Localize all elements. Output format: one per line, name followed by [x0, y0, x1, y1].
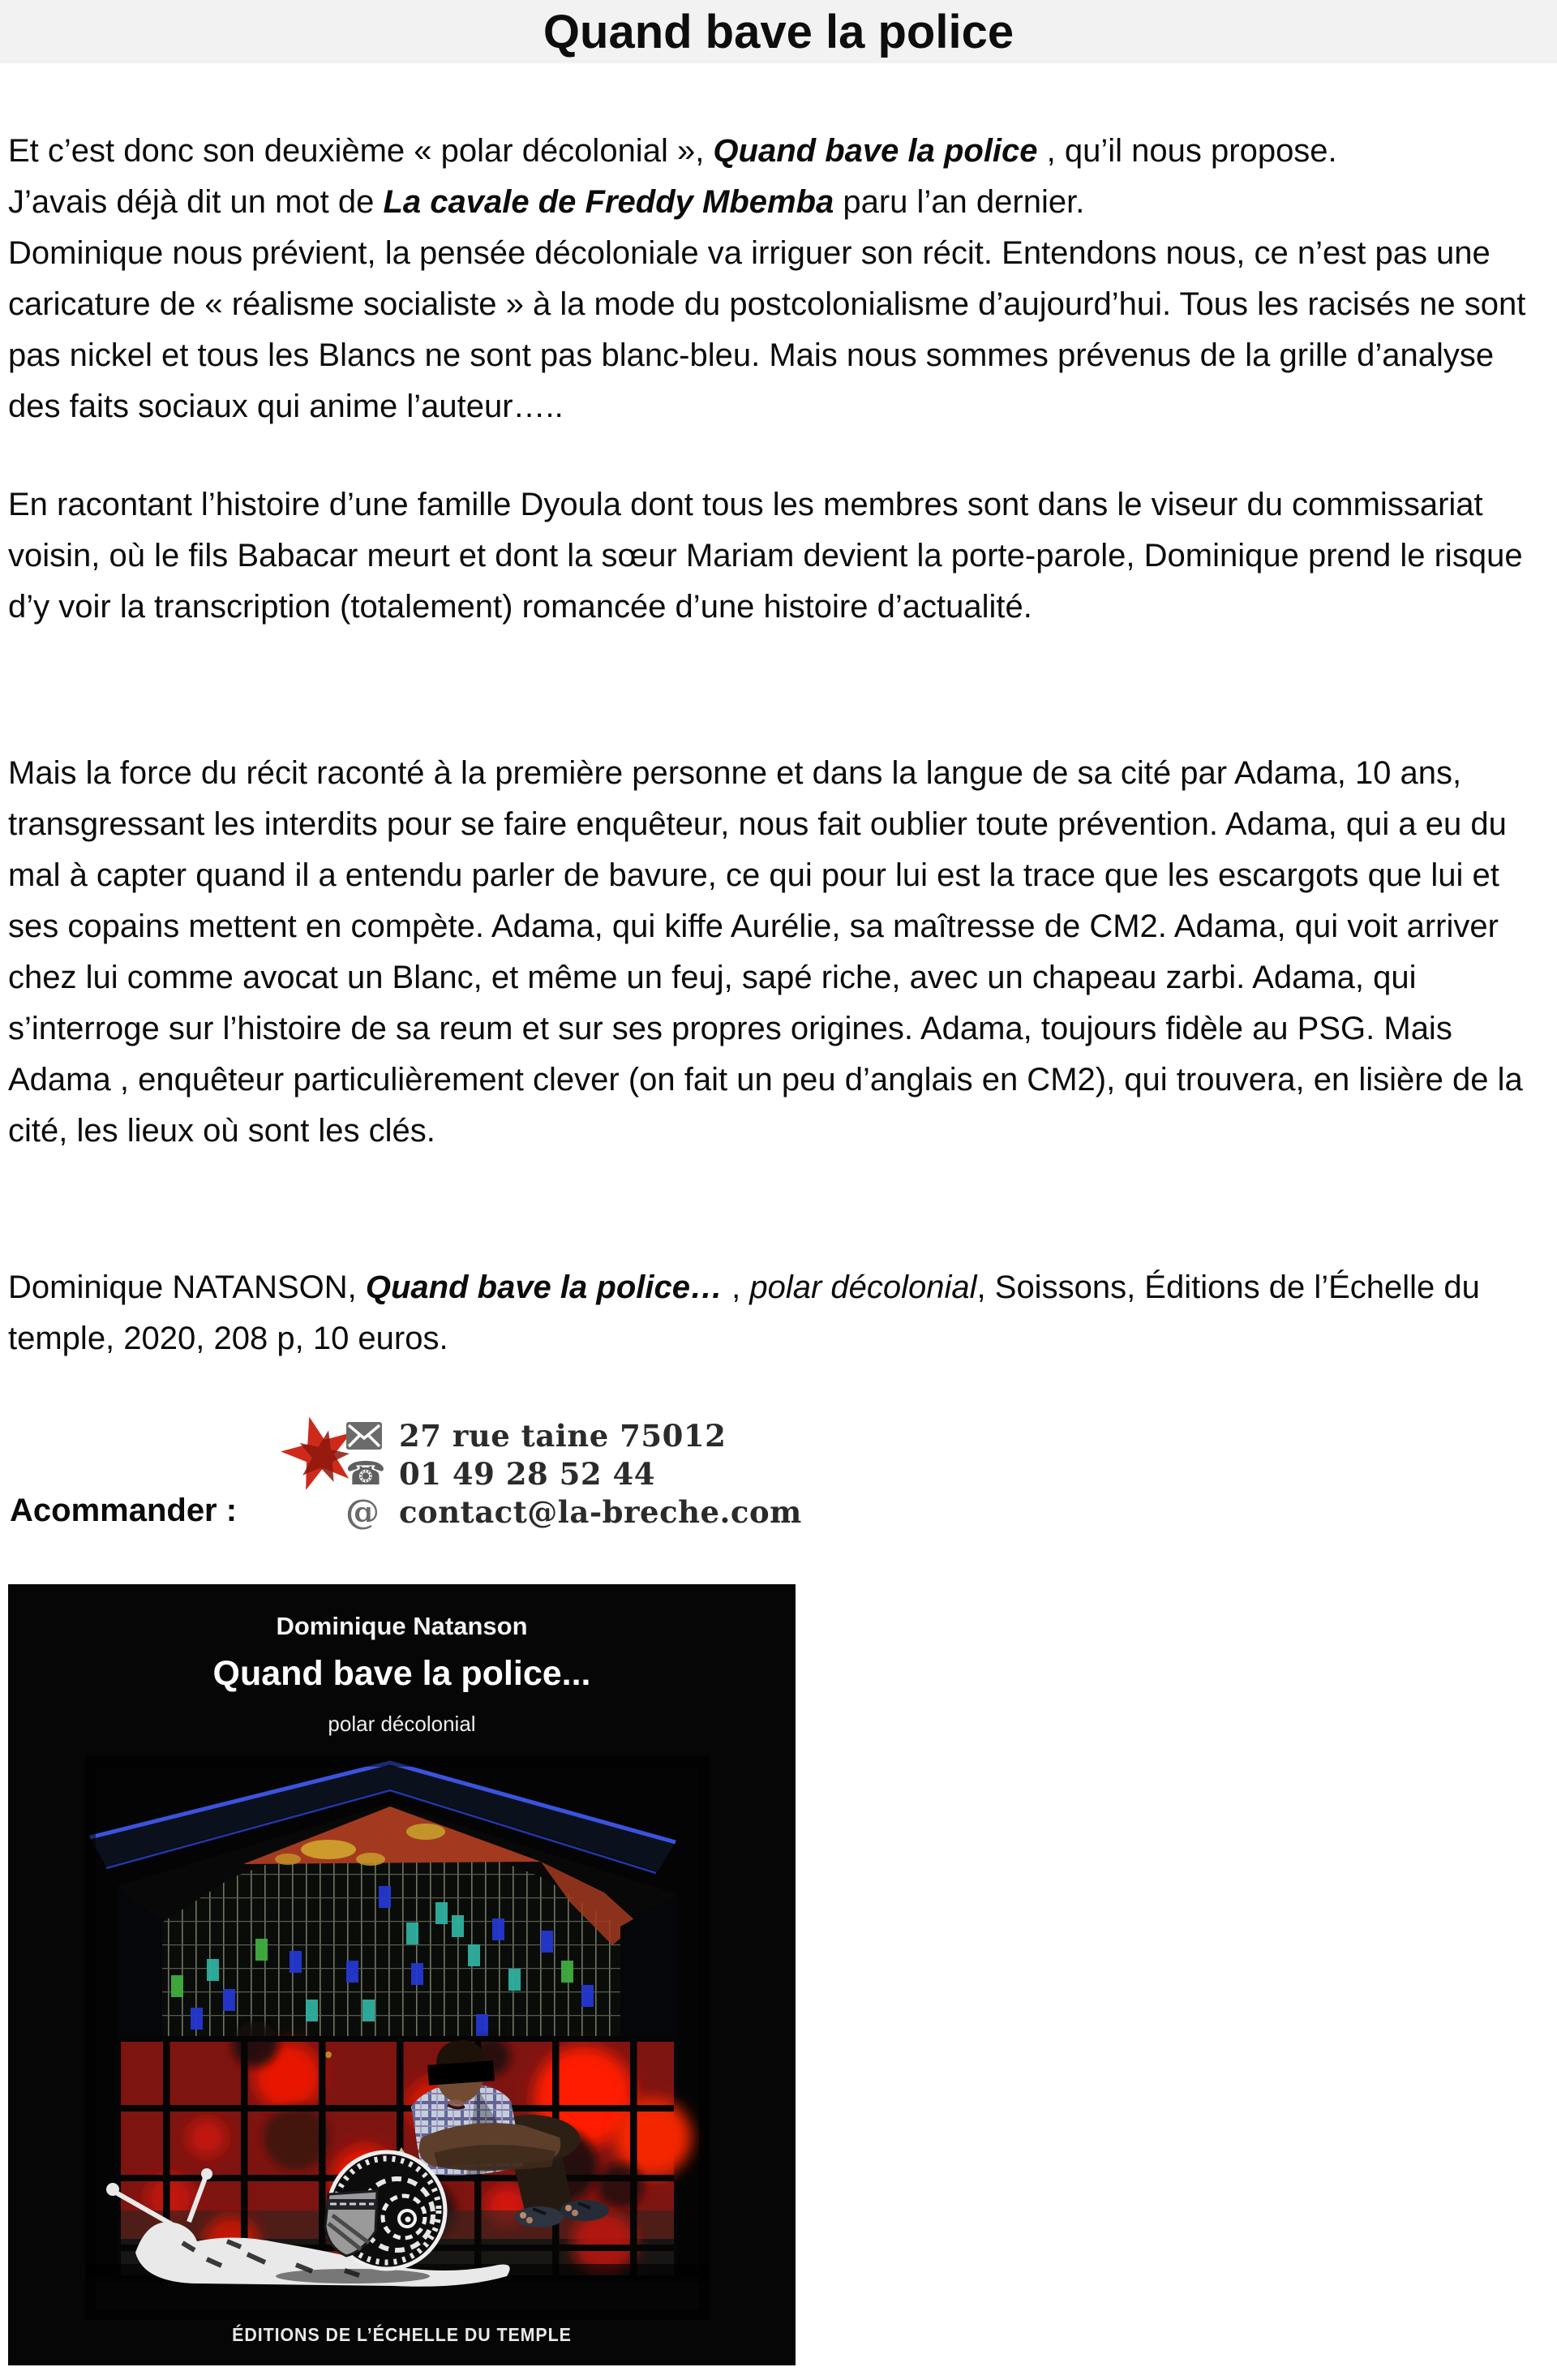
at-icon: @ [345, 1491, 380, 1532]
paragraph-adama: Mais la force du récit raconté à la première personne et dans la langue de sa cité par Adama, 10 ans, transgressant les interdits pour se faire enquêteur, nous fait oublier toute prévention. Adama, qui a eu du mal à capter quand il a entendu parler de bavure, ce qui pour lui est la trace que les escargots que lui et ses copains mettent en compète. Adama, qui kiffe Aurélie, sa maîtresse de CM2. Adama, qui voit arriver chez lui comme avocat un Blanc, et même un feuj, sapé riche, avec un chapeau zarbi. Adama, qui s’interroge sur l’histoire de sa reum et sur ses propres origines. Adama, toujours fidèle au PSG. Mais Adama , enquêteur particulièrement clever (on fait un peu d’anglais en CM2), qui trouvera, en lisière de la cité, les lieux où sont les clés. [8, 755, 1523, 1149]
cover-subtitle: polar décolonial [328, 1712, 476, 1736]
text-run: , qu’il nous propose. [1037, 133, 1337, 169]
text-run: , [722, 1269, 750, 1305]
cover-author: Dominique Natanson [276, 1612, 528, 1640]
title-bar [0, 0, 1557, 63]
paragraph-story: En racontant l’histoire d’une famille Dyoula dont tous les membres sont dans le viseur du commissariat voisin, où le fils Babacar meurt et dont la sœur Mariam devient la porte-parole, Dominique prend le risque d’y voir la transcription (totalement) romancée d’une histoire d’actualité. [8, 487, 1523, 625]
paragraph-reference [8, 1262, 1546, 1364]
text-run: J’avais déjà dit un mot de [8, 184, 384, 220]
paragraph-intro [8, 126, 1546, 432]
contact-phone: 01 49 28 52 44 [399, 1455, 655, 1492]
contact-address-row [345, 1416, 802, 1454]
book-cover [8, 1584, 796, 2365]
text-run: , Soissons, Éditions de l’Échelle du temple, 2020, 208 p, 10 euros. [8, 1269, 1480, 1356]
cover-title: Quand bave la police... [212, 1654, 591, 1693]
cover-publisher: ÉDITIONS DE L’ÉCHELLE DU TEMPLE [232, 2324, 572, 2345]
text-run: paru l’an dernier. [834, 184, 1085, 220]
envelope-icon [345, 1421, 399, 1450]
book-title-inline: La cavale de Freddy Mbemba [383, 184, 834, 220]
text-run: Dominique nous prévient, la pensée décoloniale va irriguer son récit. Entendons nous, ce n’est pas une caricature de « réalisme socialiste » à la mode du postcolonialisme d’aujourd’hui. Tous les racisés ne sont pas nickel et tous les Blancs ne sont pas blanc-bleu. Mais nous sommes prévenus de la grille d’analyse des faits sociaux qui anime l’auteur….. [8, 235, 1526, 424]
text-run: Dominique NATANSON, [8, 1269, 366, 1305]
contact-address: 27 rue taine 75012 [399, 1417, 727, 1454]
contact-email-row [345, 1493, 802, 1531]
contact-email: contact@la-breche.com [399, 1493, 802, 1530]
contact-phone-row [345, 1454, 802, 1493]
contact-block [279, 1389, 802, 1539]
cover-art [85, 1756, 710, 2320]
order-label: Acommander : [10, 1493, 238, 1528]
genre-inline: polar décolonial [749, 1269, 977, 1305]
contact-lines [345, 1416, 802, 1531]
book-title-inline: Quand bave la police… [365, 1269, 723, 1305]
book-title-inline: Quand bave la police [713, 133, 1038, 169]
phone-icon: ☎ [345, 1454, 386, 1493]
page-title: Quand bave la police [543, 6, 1014, 58]
text-run: Et c’est donc son deuxième « polar décolonial », [8, 133, 714, 169]
